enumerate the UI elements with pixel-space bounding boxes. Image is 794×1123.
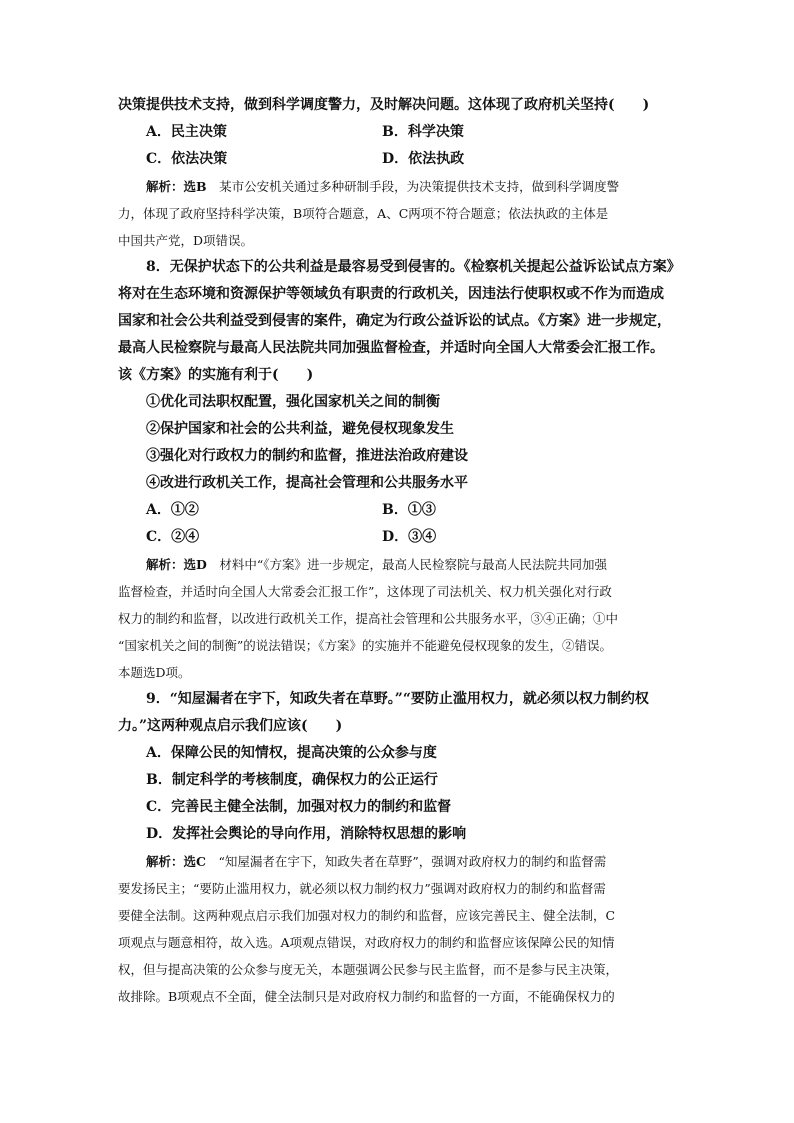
- q9-explanation-line: 项观点与题意相符，故入选。A项观点错误，对政府权力的制约和监督应该保障公民的知情: [118, 935, 615, 950]
- q7-option-b: B．科学决策: [382, 124, 464, 140]
- q8-item: ④改进行政机关工作，提高社会管理和公共服务水平: [146, 475, 468, 491]
- q8-explanation-label: 解析：选: [146, 557, 197, 572]
- q7-answer: B: [196, 179, 207, 194]
- q7-option-d: D．依法执政: [382, 151, 465, 167]
- q7-stem-tail: 决策提供技术支持，做到科学调度警力，及时解决问题。这体现了政府机关坚持( ): [118, 97, 650, 113]
- q7-option-a: A．民主决策: [146, 124, 227, 140]
- q8-stem-line: 国家和社会公共利益受到侵害的案件，确定为行政公益诉讼的试点。《方案》进一步规定，: [118, 313, 671, 329]
- q8-explanation-line: [118, 551, 694, 578]
- q8-answer: D: [196, 557, 207, 572]
- q9-explanation-line: 要健全法制。这两种观点启示我们加强对权力的制约和监督，应该完善民主、健全法制，C: [118, 908, 616, 923]
- q8-option-a: A．①②: [146, 502, 199, 518]
- q8-options-row-1: [118, 497, 694, 524]
- q9-explanation-line: 要发扬民主；“要防止滥用权力，就必须以权力制约权力”强调对政府权力的制约和监督需: [118, 881, 606, 896]
- q7-explanation-line: 力，体现了政府坚持科学决策，B项符合题意，A、C两项不符合题意；依法执政的主体是: [118, 206, 609, 221]
- q9-explanation-line: 权，但与提高决策的公众参与度无关，本题强调公民参与民主监督，而不是参与民主决策，: [118, 962, 619, 977]
- q8-explanation-text: 材料中“《方案》进一步规定，最高人民检察院与最高人民法院共同加强: [206, 557, 608, 572]
- q7-options-row-1: [118, 119, 694, 146]
- q8-item: ②保护国家和社会的公共利益，避免侵权现象发生: [146, 421, 454, 437]
- q9-answer: C: [196, 854, 206, 869]
- q9-explanation-text: “知屋漏者在宇下，知政失者在草野”，强调对政府权力的制约和监督需: [205, 854, 607, 869]
- q8-option-c: C．②④: [146, 529, 200, 545]
- q7-option-c: C．依法决策: [146, 151, 228, 167]
- q8-stem-line: 8．无保护状态下的公共利益是最容易受到侵害的。《检察机关提起公益诉讼试点方案》: [146, 259, 681, 275]
- q8-explanation-line: 监督检查，并适时向全国人大常委会汇报工作”，这体现了司法机关、权力机关强化对行政: [118, 584, 612, 599]
- q9-option-b: B．制定科学的考核制度，确保权力的公正运行: [146, 772, 438, 788]
- q9-explanation-line: [118, 848, 694, 875]
- q7-explanation-line: 中国共产党，D项错误。: [118, 233, 254, 248]
- q8-explanation-line: 本题选D项。: [118, 665, 191, 680]
- q9-explanation-label: 解析：选: [146, 854, 197, 869]
- q7-options-row-2: [118, 146, 694, 173]
- q8-item: ①优化司法职权配置，强化国家机关之间的制衡: [146, 394, 440, 410]
- q9-option-d: D．发挥社会舆论的导向作用，消除特权思想的影响: [146, 826, 467, 842]
- q9-stem-line: 9．“知屋漏者在宇下，知政失者在草野。”“要防止滥用权力，就必须以权力制约权: [146, 691, 649, 707]
- q8-option-d: D．③④: [382, 529, 437, 545]
- q7-explanation-text: 某市公安机关通过多种研制手段，为决策提供技术支持，做到科学调度警: [206, 179, 620, 194]
- q9-option-a: A．保障公民的知情权，提高决策的公众参与度: [146, 745, 437, 761]
- q8-item: ③强化对行政权力的制约和监督，推进法治政府建设: [146, 448, 468, 464]
- q7-explanation-label: 解析：选: [146, 179, 197, 194]
- q8-explanation-line: 权力的制约和监督，以改进行政机关工作，提高社会管理和公共服务水平，③④正确；①中: [118, 611, 619, 626]
- q8-stem-line: 最高人民检察院与最高人民法院共同加强监督检查，并适时向全国人大常委会汇报工作。: [118, 340, 664, 356]
- q8-options-row-2: [118, 524, 694, 551]
- q9-option-c: C．完善民主健全法制，加强对权力的制约和监督: [146, 799, 452, 815]
- q7-explanation-line: [118, 173, 694, 200]
- q8-stem-line: 将对在生态环境和资源保护等领域负有职责的行政机关，因违法行使职权或不作为而造成: [118, 286, 664, 302]
- q9-stem-line: 力。”这两种观点启示我们应该( ): [118, 718, 343, 734]
- q8-option-b: B．①③: [382, 502, 436, 518]
- q8-stem-line: 该《方案》的实施有利于( ): [118, 367, 314, 383]
- q9-explanation-line: 故排除。B项观点不全面，健全法制只是对政府权力制约和监督的一方面，不能确保权力的: [118, 989, 615, 1004]
- q8-explanation-line: “国家机关之间的制衡”的说法错误；《方案》的实施并不能避免侵权现象的发生，②错误。: [118, 638, 613, 653]
